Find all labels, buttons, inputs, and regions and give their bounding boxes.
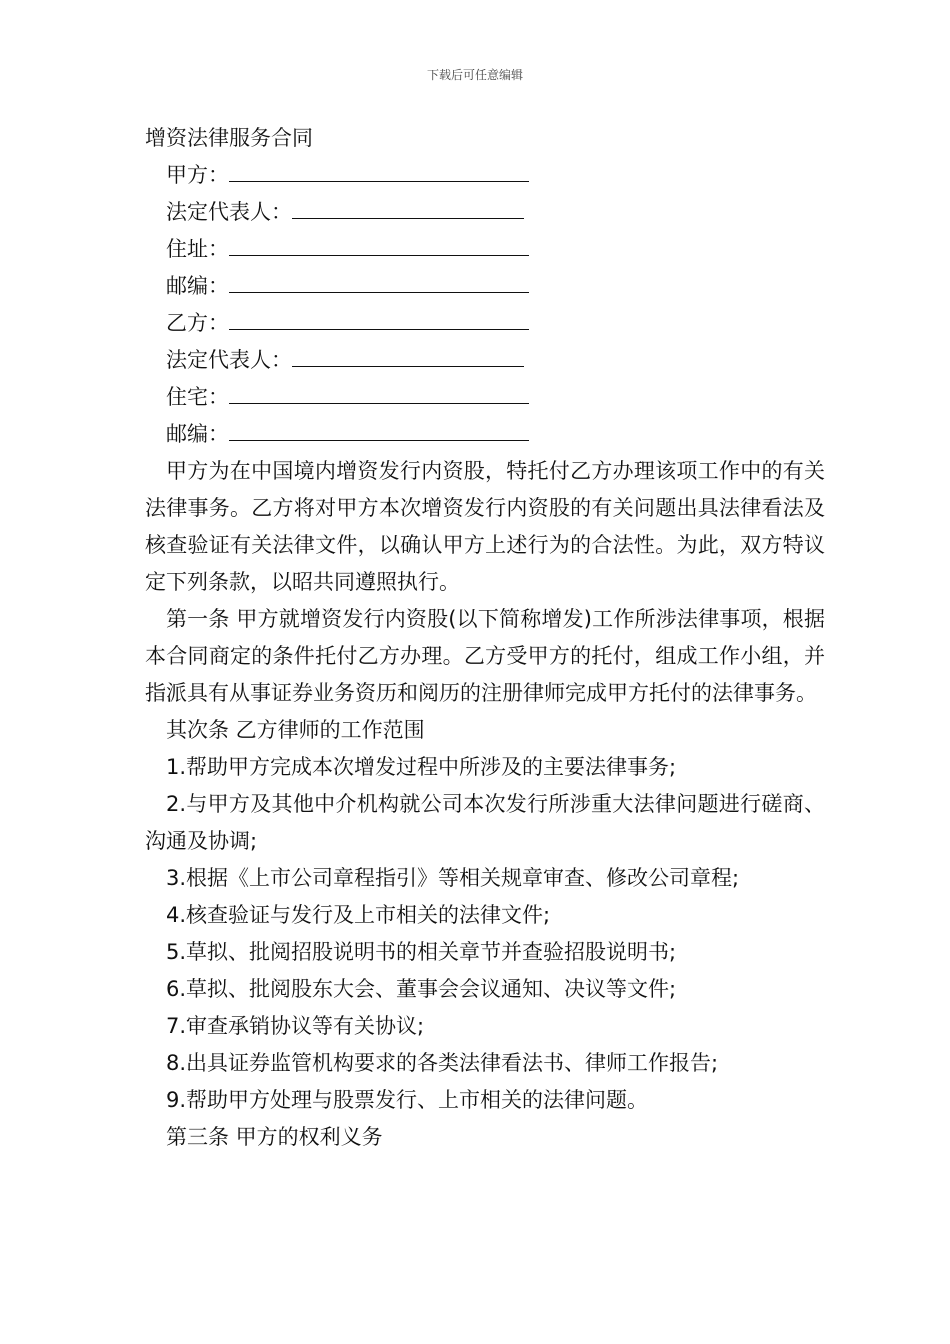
blank-line xyxy=(229,233,529,256)
blank-line xyxy=(229,307,529,330)
field-label: 法定代表人： xyxy=(166,348,292,372)
scope-item: 4.核查验证与发行及上市相关的法律文件; xyxy=(166,903,551,927)
field-label: 乙方： xyxy=(166,311,229,335)
party-a-representative-field xyxy=(145,194,825,231)
scope-item: 1.帮助甲方完成本次增发过程中所涉及的主要法律事务; xyxy=(166,755,677,779)
party-b-postcode-field xyxy=(145,416,825,453)
field-label: 邮编： xyxy=(166,274,229,298)
blank-line xyxy=(229,159,529,182)
page-header: 下载后可任意编辑 xyxy=(426,68,523,82)
article-2-title: 其次条 乙方律师的工作范围 xyxy=(166,718,425,742)
blank-line xyxy=(292,344,524,367)
party-b-field xyxy=(145,305,825,342)
scope-item: 5.草拟、批阅招股说明书的相关章节并查验招股说明书; xyxy=(166,940,677,964)
field-label: 法定代表人： xyxy=(166,200,292,224)
scope-item: 9.帮助甲方处理与股票发行、上市相关的法律问题。 xyxy=(166,1088,649,1112)
scope-item: 6.草拟、批阅股东大会、董事会会议通知、决议等文件; xyxy=(166,977,677,1001)
field-label: 邮编： xyxy=(166,422,229,446)
blank-line xyxy=(229,270,529,293)
party-b-residence-field xyxy=(145,379,825,416)
party-a-postcode-field xyxy=(145,268,825,305)
party-a-address-field xyxy=(145,231,825,268)
scope-item: 3.根据《上市公司章程指引》等相关规章审查、修改公司章程; xyxy=(166,866,740,890)
field-label: 住宅： xyxy=(166,385,229,409)
party-b-representative-field xyxy=(145,342,825,379)
field-label: 甲方： xyxy=(166,163,229,187)
party-a-field xyxy=(145,157,825,194)
blank-line xyxy=(292,196,524,219)
scope-item: 8.出具证券监管机构要求的各类法律看法书、律师工作报告; xyxy=(166,1051,719,1075)
contract-title: 增资法律服务合同 xyxy=(145,126,313,150)
contract-document xyxy=(145,120,825,1156)
intro-paragraph: 甲方为在中国境内增资发行内资股，特托付乙方办理该项工作中的有关法律事务。乙方将对甲方本次增资发行内资股的有关问题出具法律看法及核查验证有关法律文件，以确认甲方上述行为的合法性。为此，双方特议定下列条款，以昭共同遵照执行。 xyxy=(145,459,825,594)
blank-line xyxy=(229,418,529,441)
article-3-title: 第三条 甲方的权利义务 xyxy=(166,1125,383,1149)
scope-item: 7.审查承销协议等有关协议; xyxy=(166,1014,425,1038)
article-1: 第一条 甲方就增资发行内资股(以下简称增发)工作所涉法律事项，根据本合同商定的条件托付乙方办理。乙方受甲方的托付，组成工作小组，并指派具有从事证券业务资历和阅历的注册律师完成甲方托付的法律事务。 xyxy=(145,607,825,705)
blank-line xyxy=(229,381,529,404)
scope-item: 2.与甲方及其他中介机构就公司本次发行所涉重大法律问题进行磋商、沟通及协调; xyxy=(145,792,825,853)
field-label: 住址： xyxy=(166,237,229,261)
